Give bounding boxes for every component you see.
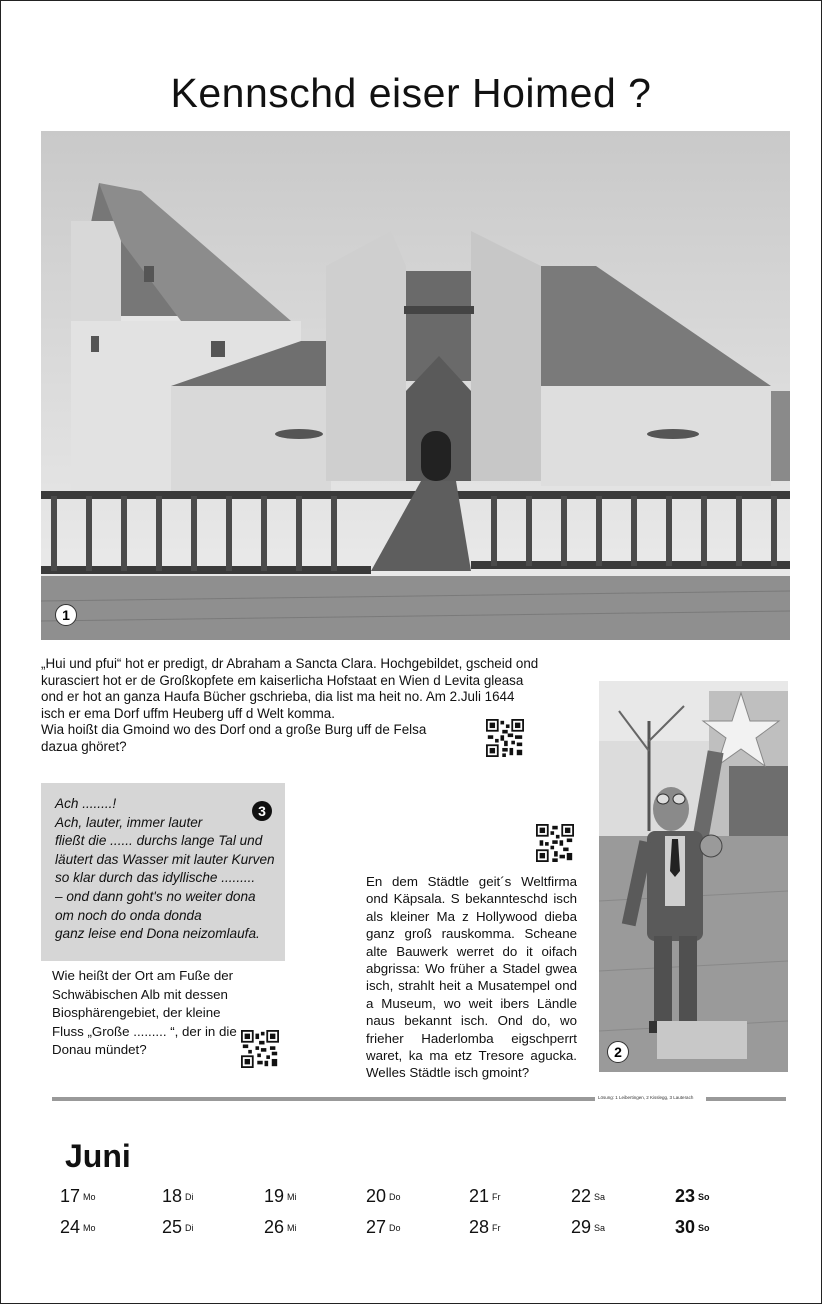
calendar-day: [162, 1217, 194, 1238]
weekday-label: Di: [185, 1192, 194, 1202]
riddle-1-text: [41, 656, 541, 756]
day-number: 17: [60, 1186, 81, 1206]
calendar-day: [571, 1217, 605, 1238]
qr-code-icon: [536, 824, 574, 862]
page-title: Kennschd eiser Hoimed ?: [170, 70, 652, 116]
weekday-label: Di: [185, 1223, 194, 1233]
day-number: 27: [366, 1217, 387, 1237]
day-number: 29: [571, 1217, 592, 1237]
calendar-day: [60, 1217, 96, 1238]
calendar-day-sunday: [675, 1186, 710, 1207]
divider-line: [706, 1097, 786, 1101]
marker-1: 1: [55, 604, 77, 626]
weekday-label: Do: [389, 1223, 401, 1233]
riddle-3-question: Wie heißt der Ort am Fuße der Schwäbischen Alb mit dessen Biosphärengebiet, der kleine Fluss „Große ......... “, der in die Donau mündet?: [52, 968, 237, 1057]
calendar-day: [469, 1217, 501, 1238]
calendar-day: [60, 1186, 96, 1207]
calendar-day-sunday: [675, 1217, 710, 1238]
weekday-label: Mi: [287, 1223, 297, 1233]
riddle-1-question: Wia hoißt dia Gmoind wo des Dorf ond a große Burg uff de Felsa dazua ghöret?: [41, 722, 427, 754]
poem-line: so klar durch das idyllische .........: [55, 870, 256, 886]
weekday-label: Sa: [594, 1192, 606, 1202]
poem-line: Ach, lauter, immer lauter: [55, 814, 203, 830]
calendar-day: [264, 1217, 297, 1238]
weekday-label: Mo: [83, 1223, 96, 1233]
poem-line: om noch do onda donda: [55, 907, 202, 923]
poem-line: ganz leise end Dona neizomlaufa.: [55, 926, 260, 942]
day-number: 25: [162, 1217, 183, 1237]
riddle-3-box: [41, 783, 285, 961]
day-number: 23: [675, 1186, 696, 1206]
marker-3: 3: [252, 801, 272, 821]
calendar-day: [469, 1186, 501, 1207]
castle-photo: [41, 131, 790, 640]
riddle-3-poem: [55, 795, 277, 944]
day-number: 20: [366, 1186, 387, 1206]
poem-line: läutert das Wasser mit lauter Kurven: [55, 851, 275, 867]
weekday-label: Sa: [594, 1223, 606, 1233]
qr-code-icon: [486, 719, 524, 757]
weekday-label: Fr: [492, 1192, 501, 1202]
riddle-2-text: En dem Städtle geit´s Weltfirma ond Käpsala. S bekannteschd isch als kleiner Ma z Hollywood dieba ganz groß rauskomma. Scheane alte Bauwerk werret do it oifach abgrissa: Wo früher a Stadel gwea isch, strahlt heit a Musatempel ond a Museum, wo weit ibers Ländle naus bekannt isch. Ond do, wo frieher Haderlomba eigschperrt waret, ka ma etz Tresore agucka. Welles Städtle isch gmoint?: [366, 874, 577, 1081]
statue-photo: [599, 681, 788, 1072]
solution-text: Lösung: 1 Leibertingen, 2 Kisslegg, 3 Lauterach: [598, 1095, 694, 1100]
poem-line: fließt die ...... durchs lange Tal und: [55, 833, 263, 849]
calendar-day: [366, 1186, 401, 1207]
divider-line: [52, 1097, 595, 1101]
weekday-label: So: [698, 1192, 710, 1202]
calendar-day: [571, 1186, 605, 1207]
calendar-day: [162, 1186, 194, 1207]
day-number: 19: [264, 1186, 285, 1206]
day-number: 22: [571, 1186, 592, 1206]
day-number: 26: [264, 1217, 285, 1237]
day-number: 24: [60, 1217, 81, 1237]
weekday-label: So: [698, 1223, 710, 1233]
weekday-label: Mo: [83, 1192, 96, 1202]
weekday-label: Mi: [287, 1192, 297, 1202]
day-number: 21: [469, 1186, 490, 1206]
poem-line: – ond dann goht's no weiter dona: [55, 888, 256, 904]
day-number: 28: [469, 1217, 490, 1237]
marker-2: 2: [607, 1041, 629, 1063]
weekday-label: Do: [389, 1192, 401, 1202]
calendar-day: [366, 1217, 401, 1238]
riddle-1-paragraph: „Hui und pfui“ hot er predigt, dr Abraham a Sancta Clara. Hochgebildet, gscheid ond kurasciert hot er de Großkopfete em kaiserlicha Hofstaat en Wien d Levita gleasa ond er hot an ganza Haufa Bücher gschrieba, dia list ma heit no. Am 2.Juli 1644 isch er ema Dorf uffm Heuberg uff d Welt komma.: [41, 656, 539, 721]
poem-line: Ach ........!: [55, 796, 117, 811]
day-number: 18: [162, 1186, 183, 1206]
day-number: 30: [675, 1217, 696, 1237]
month-title: Juni: [65, 1138, 131, 1174]
weekday-label: Fr: [492, 1223, 501, 1233]
calendar-day: [264, 1186, 297, 1207]
